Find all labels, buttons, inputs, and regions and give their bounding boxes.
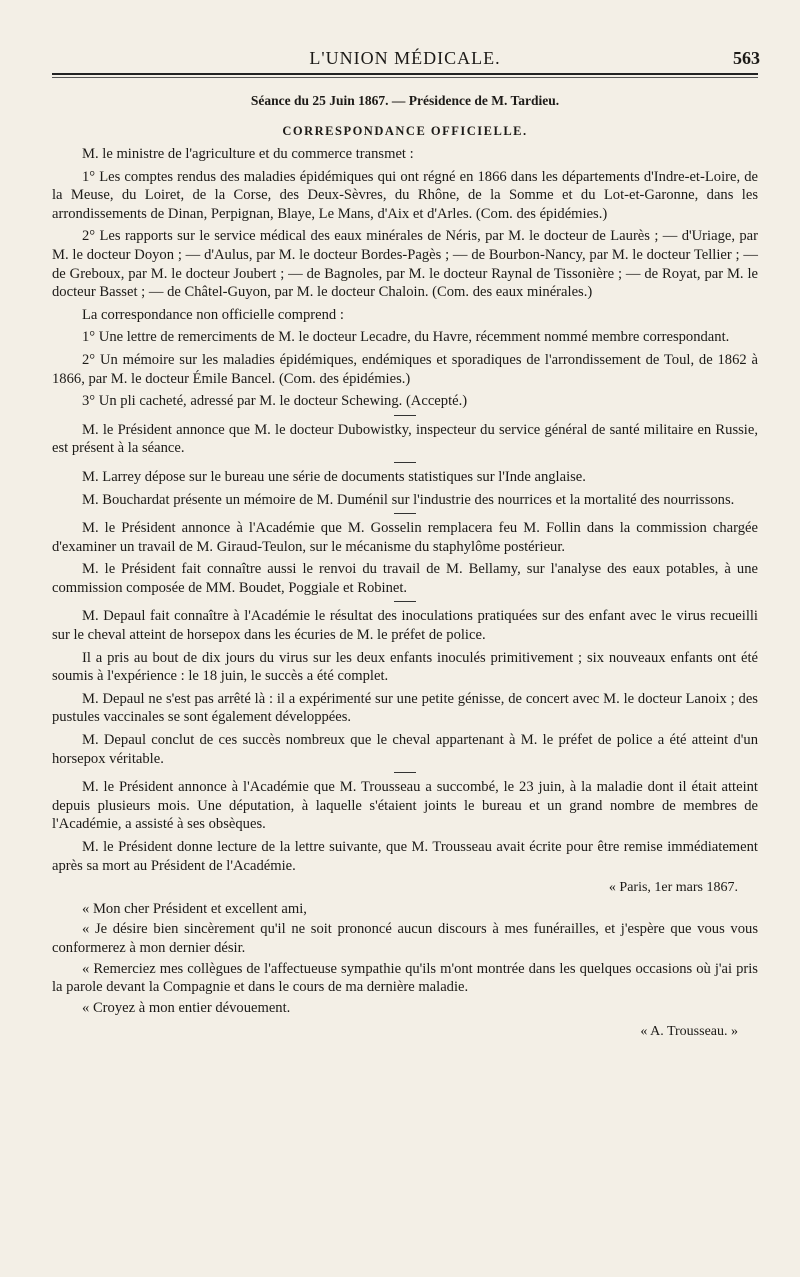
paragraph-13: M. Depaul fait connaître à l'Académie le résultat des inoculations pratiquées sur des enfant avec le virus recueilli sur le cheval atteint de horsepox dans les écuries de M. le préfet de police.: [52, 608, 758, 644]
separator-rule: [394, 601, 416, 602]
paragraph-10: M. Bouchardat présente un mémoire de M. Duménil sur l'industrie des nourrices et la mortalité des nourrissons.: [82, 491, 735, 508]
body-text: [52, 145, 758, 1042]
separator-rule: [394, 772, 416, 773]
paragraph-14: Il a pris au bout de dix jours du virus sur les deux enfants inoculés primitivement ; six nouveaux enfants ont été soumis à l'expérience : le 18 juin, le succès a été complet.: [52, 649, 758, 685]
page-number: 563: [733, 48, 760, 68]
section-title: CORRESPONDANCE OFFICIELLE.: [282, 124, 528, 138]
running-head: [52, 46, 758, 72]
paragraph-1: M. le ministre de l'agriculture et du commerce transmet :: [82, 146, 414, 162]
paragraph-3: 2° Les rapports sur le service médical des eaux minérales de Néris, par M. le docteur de Laurès ; — d'Uriage, par M. le docteur Doyon ; — d'Aulus, par M. le docteur Bordes-Pagès ; — de Bourbon-Nancy, par M. le docteur Tellier ; — de Greboux, par M. le docteur Joubert ; — de Bagnoles, par M. le docteur Raynal de Tissonière ; — de Royat, par M. le docteur Basset ; — de Châtel-Guyon, par M. le docteur Chaloin. (Com. des eaux minérales.): [52, 228, 758, 301]
paragraph-16: M. Depaul conclut de ces succès nombreux que le cheval appartenant à M. le préfet de police a été atteint d'un horsepox véritable.: [52, 732, 758, 767]
letter-paragraph-2: « Remerciez mes collègues de l'affectueuse sympathie qu'ils m'ont montrée dans les quelques occasions où j'ai pris la parole devant la Compagnie et dans le cours de ma dernière maladie.: [52, 960, 758, 996]
paragraph-6: 2° Un mémoire sur les maladies épidémiques, endémiques et sporadiques de l'arrondissement de Toul, de 1862 à 1866, par M. le docteur Émile Bancel. (Com. des épidémies.): [52, 351, 758, 387]
trousseau-letter: [52, 879, 758, 1042]
paragraph-5: 1° Une lettre de remerciments de M. le docteur Lecadre, du Havre, récemment nommé membre correspondant.: [82, 329, 730, 346]
document-page: [52, 0, 758, 1277]
paragraph-12: M. le Président fait connaître aussi le renvoi du travail de M. Bellamy, sur l'analyse des eaux potables, à une commission composée de MM. Boudet, Poggiale et Robinet.: [52, 561, 758, 596]
letter-paragraph-3: « Croyez à mon entier dévouement.: [82, 999, 291, 1016]
paragraph-8: M. le Président annonce que M. le docteur Dubowistky, inspecteur du service général de santé militaire en Russie, est présent à la séance.: [52, 421, 758, 457]
paragraph-7: 3° Un pli cacheté, adressé par M. le docteur Schewing. (Accepté.): [82, 393, 468, 410]
separator-rule: [394, 462, 416, 463]
paragraph-4: La correspondance non officielle comprend :: [82, 306, 344, 323]
separator-rule: [394, 415, 416, 416]
letter-signature: « A. Trousseau. »: [640, 1024, 738, 1040]
letter-salutation: « Mon cher Président et excellent ami,: [82, 900, 307, 917]
session-header: Séance du 25 Juin 1867. — Présidence de M. Tardieu.: [250, 93, 560, 108]
paragraph-17: M. le Président annonce à l'Académie que M. Trousseau a succombé, le 23 juin, à la maladie dont il était atteint depuis plusieurs mois. Une députation, à laquelle s'étaient joints le bureau et un grand nombre de membres de l'Académie, a assisté à ses obsèques.: [52, 779, 758, 833]
paragraph-9: M. Larrey dépose sur le bureau une série de documents statistiques sur l'Inde anglaise.: [82, 468, 586, 485]
letter-paragraph-1: « Je désire bien sincèrement qu'il ne soit prononcé aucun discours à mes funérailles, et j'espère que vous vous conformerez à mon dernier désir.: [52, 921, 758, 956]
running-title: L'UNION MÉDICALE.: [309, 48, 501, 68]
paragraph-18: M. le Président donne lecture de la lettre suivante, que M. Trousseau avait écrite pour être remise immédiatement après sa mort au Président de l'Académie.: [52, 839, 758, 874]
letter-date: « Paris, 1er mars 1867.: [608, 880, 738, 896]
header-rule: [52, 73, 758, 75]
header-rule-thin: [52, 77, 758, 78]
paragraph-15: M. Depaul ne s'est pas arrêté là : il a expérimenté sur une petite génisse, de concert avec M. le docteur Lanoix ; des pustules vaccinales se sont également développées.: [52, 690, 758, 726]
separator-rule: [394, 513, 416, 514]
paragraph-2: 1° Les comptes rendus des maladies épidémiques qui ont régné en 1866 dans les départements d'Indre-et-Loire, de la Meuse, du Loiret, de la Corse, des Deux-Sèvres, du Rhône, de la Somme et du Lot-et-Garonne, dans les arrondissements de Dinan, Perpignan, Blaye, Le Mans, d'Aix et d'Arles. (Com. des épidémies.): [52, 168, 758, 222]
paragraph-11: M. le Président annonce à l'Académie que M. Gosselin remplacera feu M. Follin dans la commission chargée d'examiner un travail de M. Giraud-Teulon, sur le mécanisme du staphylôme postérieur.: [52, 520, 758, 555]
